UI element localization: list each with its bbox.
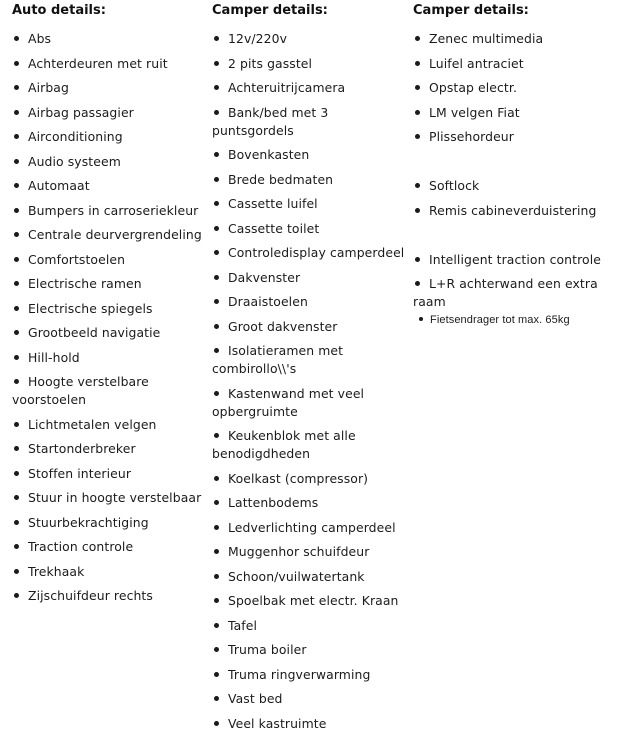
bullet-icon [214,36,219,41]
list-item-label: Airbag [28,80,69,95]
list-item [413,275,603,311]
list-item [212,342,407,378]
list-item [212,494,407,512]
bullet-icon [214,275,219,280]
list-item [212,269,407,287]
bullet-icon [415,257,420,262]
list-item-label: Audio systeem [28,153,121,169]
list-item [212,146,407,164]
bullet-icon [214,299,219,304]
bullet-icon [214,250,219,255]
list-item-label: Groot dakvenster [228,318,338,334]
list-item-label: Truma boiler [228,642,307,657]
list-item-label: Isolatieramen met combirollo\\'s [212,343,344,376]
bullet-icon [14,422,19,427]
list-item [212,641,407,659]
column-camper-details-extra [413,0,603,333]
feature-list [212,30,407,733]
list-item [212,568,407,586]
list-item-label: Ledverlichting camperdeel [228,519,396,535]
bullet-icon [14,85,19,90]
list-item-label: Hoogte verstelbare voorstoelen [12,374,149,407]
list-item-label: Vast bed [228,691,283,706]
bullet-icon [14,36,19,41]
list-item [212,470,407,488]
list-item-label: Opstap electr. [429,80,517,95]
list-item [12,251,207,269]
list-item-label: Lichtmetalen velgen [28,416,157,432]
bullet-icon [214,110,219,115]
list-item [12,563,207,581]
list-item [12,465,207,483]
bullet-icon [14,520,19,525]
list-item-label: Veel kastruimte [228,715,327,731]
list-item-label: Bumpers in carroseriekleur [28,202,199,218]
list-item [212,220,407,238]
list-item [12,349,207,367]
list-item-label: Achterdeuren met ruit [28,55,168,71]
bullet-icon [14,355,19,360]
list-item-label: Remis cabineverduistering [429,202,597,218]
list-item-label: Controledisplay camperdeel [228,245,405,260]
column-auto-details [12,0,207,612]
bullet-icon [214,348,219,353]
list-item-label: Cassette toilet [228,220,320,236]
bullet-icon [214,598,219,603]
list-item [212,617,407,635]
list-item-label: Comfortstoelen [28,251,126,267]
bullet-icon [415,85,420,90]
list-item [12,275,207,293]
bullet-icon [14,495,19,500]
list-item [413,79,603,97]
column-title: Camper details: [413,3,529,18]
bullet-icon [214,721,219,726]
list-item-label: L+R achterwand een extra raam [413,276,598,309]
bullet-icon [214,476,219,481]
bullet-icon [214,433,219,438]
list-item-label: Abs [28,31,52,46]
list-item-label: Centrale deurvergrendeling [28,227,202,242]
bullet-icon [214,549,219,554]
list-item [12,30,207,48]
list-item [212,543,407,561]
list-item [212,30,407,48]
bullet-icon [14,330,19,335]
list-item [12,440,207,458]
list-item-label: Intelligent traction controle [429,251,601,267]
bullet-icon [14,306,19,311]
list-item [212,244,407,262]
list-item [413,226,603,244]
list-item [12,514,207,532]
bullet-icon [14,183,19,188]
feature-list [413,30,603,327]
list-item-label: Grootbeeld navigatie [28,325,161,340]
list-item [12,128,207,146]
bullet-icon [214,525,219,530]
bullet-icon [14,569,19,574]
bullet-icon [14,446,19,451]
list-item-label: Tafel [228,617,258,633]
column-title: Camper details: [212,3,328,18]
bullet-icon [214,623,219,628]
list-item-label: Keukenblok met alle benodigdheden [212,428,356,461]
bullet-icon [214,61,219,66]
list-item [212,79,407,97]
list-item [12,324,207,342]
list-item [419,313,603,327]
bullet-icon [14,257,19,262]
bullet-icon [214,177,219,182]
list-item [212,55,407,73]
bullet-icon [415,61,420,66]
list-item [413,177,603,195]
list-item-label: Cassette luifel [228,196,318,211]
bullet-icon [214,391,219,396]
bullet-icon [14,134,19,139]
bullet-icon [214,647,219,652]
list-item [212,293,407,311]
bullet-icon [14,159,19,164]
list-item [12,538,207,556]
list-item [12,489,207,507]
list-item-label: 2 pits gasstel [228,55,313,71]
list-item-label: Hill-hold [28,349,80,365]
list-item-label: 12v/220v [228,31,288,46]
list-item-label: Zijschuifdeur rechts [28,588,153,603]
bullet-icon [214,85,219,90]
bullet-icon [14,281,19,286]
list-item [212,427,407,463]
bullet-icon [415,36,420,41]
list-item [12,55,207,73]
bullet-icon [415,110,420,115]
list-item [413,153,603,171]
list-item-label: Lattenbodems [228,495,319,510]
list-item-label: Stuur in hoogte verstelbaar [28,490,202,505]
bullet-icon [214,201,219,206]
list-item-label: Airconditioning [28,129,123,144]
bullet-icon [415,208,420,213]
column-title: Auto details: [12,3,106,18]
bullet-icon [415,281,420,286]
bullet-icon [14,110,19,115]
list-item-label: Brede bedmaten [228,171,334,187]
bullet-icon [214,226,219,231]
list-item-label: LM velgen Fiat [429,104,520,120]
list-item-label: Bovenkasten [228,147,310,162]
list-item-label: Draaistoelen [228,294,308,309]
list-item-label: Traction controle [28,539,134,554]
list-item-label: Electrische spiegels [28,300,153,316]
list-item [212,690,407,708]
list-item [12,416,207,434]
list-item-label: Luifel antraciet [429,55,524,71]
list-item [212,666,407,684]
list-item [12,79,207,97]
bullet-icon [419,317,423,321]
list-item-label: Spoelbak met electr. Kraan [228,593,399,608]
list-item [12,153,207,171]
list-item [12,587,207,605]
list-item-label: Airbag passagier [28,104,134,120]
bullet-icon [14,232,19,237]
bullet-icon [14,471,19,476]
bullet-icon [14,61,19,66]
list-item-label: Kastenwand met veel opbergruimte [212,385,365,419]
list-item-label: Stuurbekrachtiging [28,514,149,530]
list-item [413,30,603,48]
list-item [12,177,207,195]
bullet-icon [214,324,219,329]
list-item-label: Fietsendrager tot max. 65kg [430,313,570,326]
list-item-label: Schoon/vuilwatertank [228,568,365,584]
list-item-label: Koelkast (compressor) [228,470,369,486]
list-item [413,202,603,220]
bullet-icon [214,696,219,701]
bullet-icon [214,672,219,677]
list-item-label: Truma ringverwarming [228,666,371,682]
list-item [212,385,407,421]
bullet-icon [14,208,19,213]
list-item [413,128,603,146]
bullet-icon [14,379,19,384]
list-item [413,251,603,269]
list-item-label: Electrische ramen [28,276,142,291]
list-item [12,104,207,122]
list-item [212,519,407,537]
list-item [12,373,207,409]
bullet-icon [415,134,420,139]
list-item [212,715,407,733]
list-item-label: Automaat [28,178,90,193]
list-item [413,55,603,73]
list-item [12,300,207,318]
column-camper-details [212,0,407,739]
list-item [212,104,407,140]
list-item-label: Trekhaak [28,563,85,579]
bullet-icon [214,574,219,579]
list-item [12,202,207,220]
feature-list [12,30,207,605]
list-item-label: Startonderbreker [28,441,136,456]
bullet-icon [14,593,19,598]
list-item [212,195,407,213]
list-item-label: Softlock [429,178,480,193]
list-item [12,226,207,244]
bullet-icon [415,183,420,188]
list-item-label: Zenec multimedia [429,31,544,46]
list-item [413,104,603,122]
bullet-icon [214,152,219,157]
list-item-label: Plissehordeur [429,129,514,144]
list-item-label: Stoffen interieur [28,465,132,481]
bullet-icon [214,500,219,505]
list-item-label: Muggenhor schuifdeur [228,544,370,559]
list-item [212,318,407,336]
bullet-icon [14,544,19,549]
list-item-label: Achteruitrijcamera [228,80,346,95]
list-item [212,592,407,610]
list-item-label: Dakvenster [228,269,301,285]
list-item-label: Bank/bed met 3 puntsgordels [212,104,329,138]
list-item [212,171,407,189]
